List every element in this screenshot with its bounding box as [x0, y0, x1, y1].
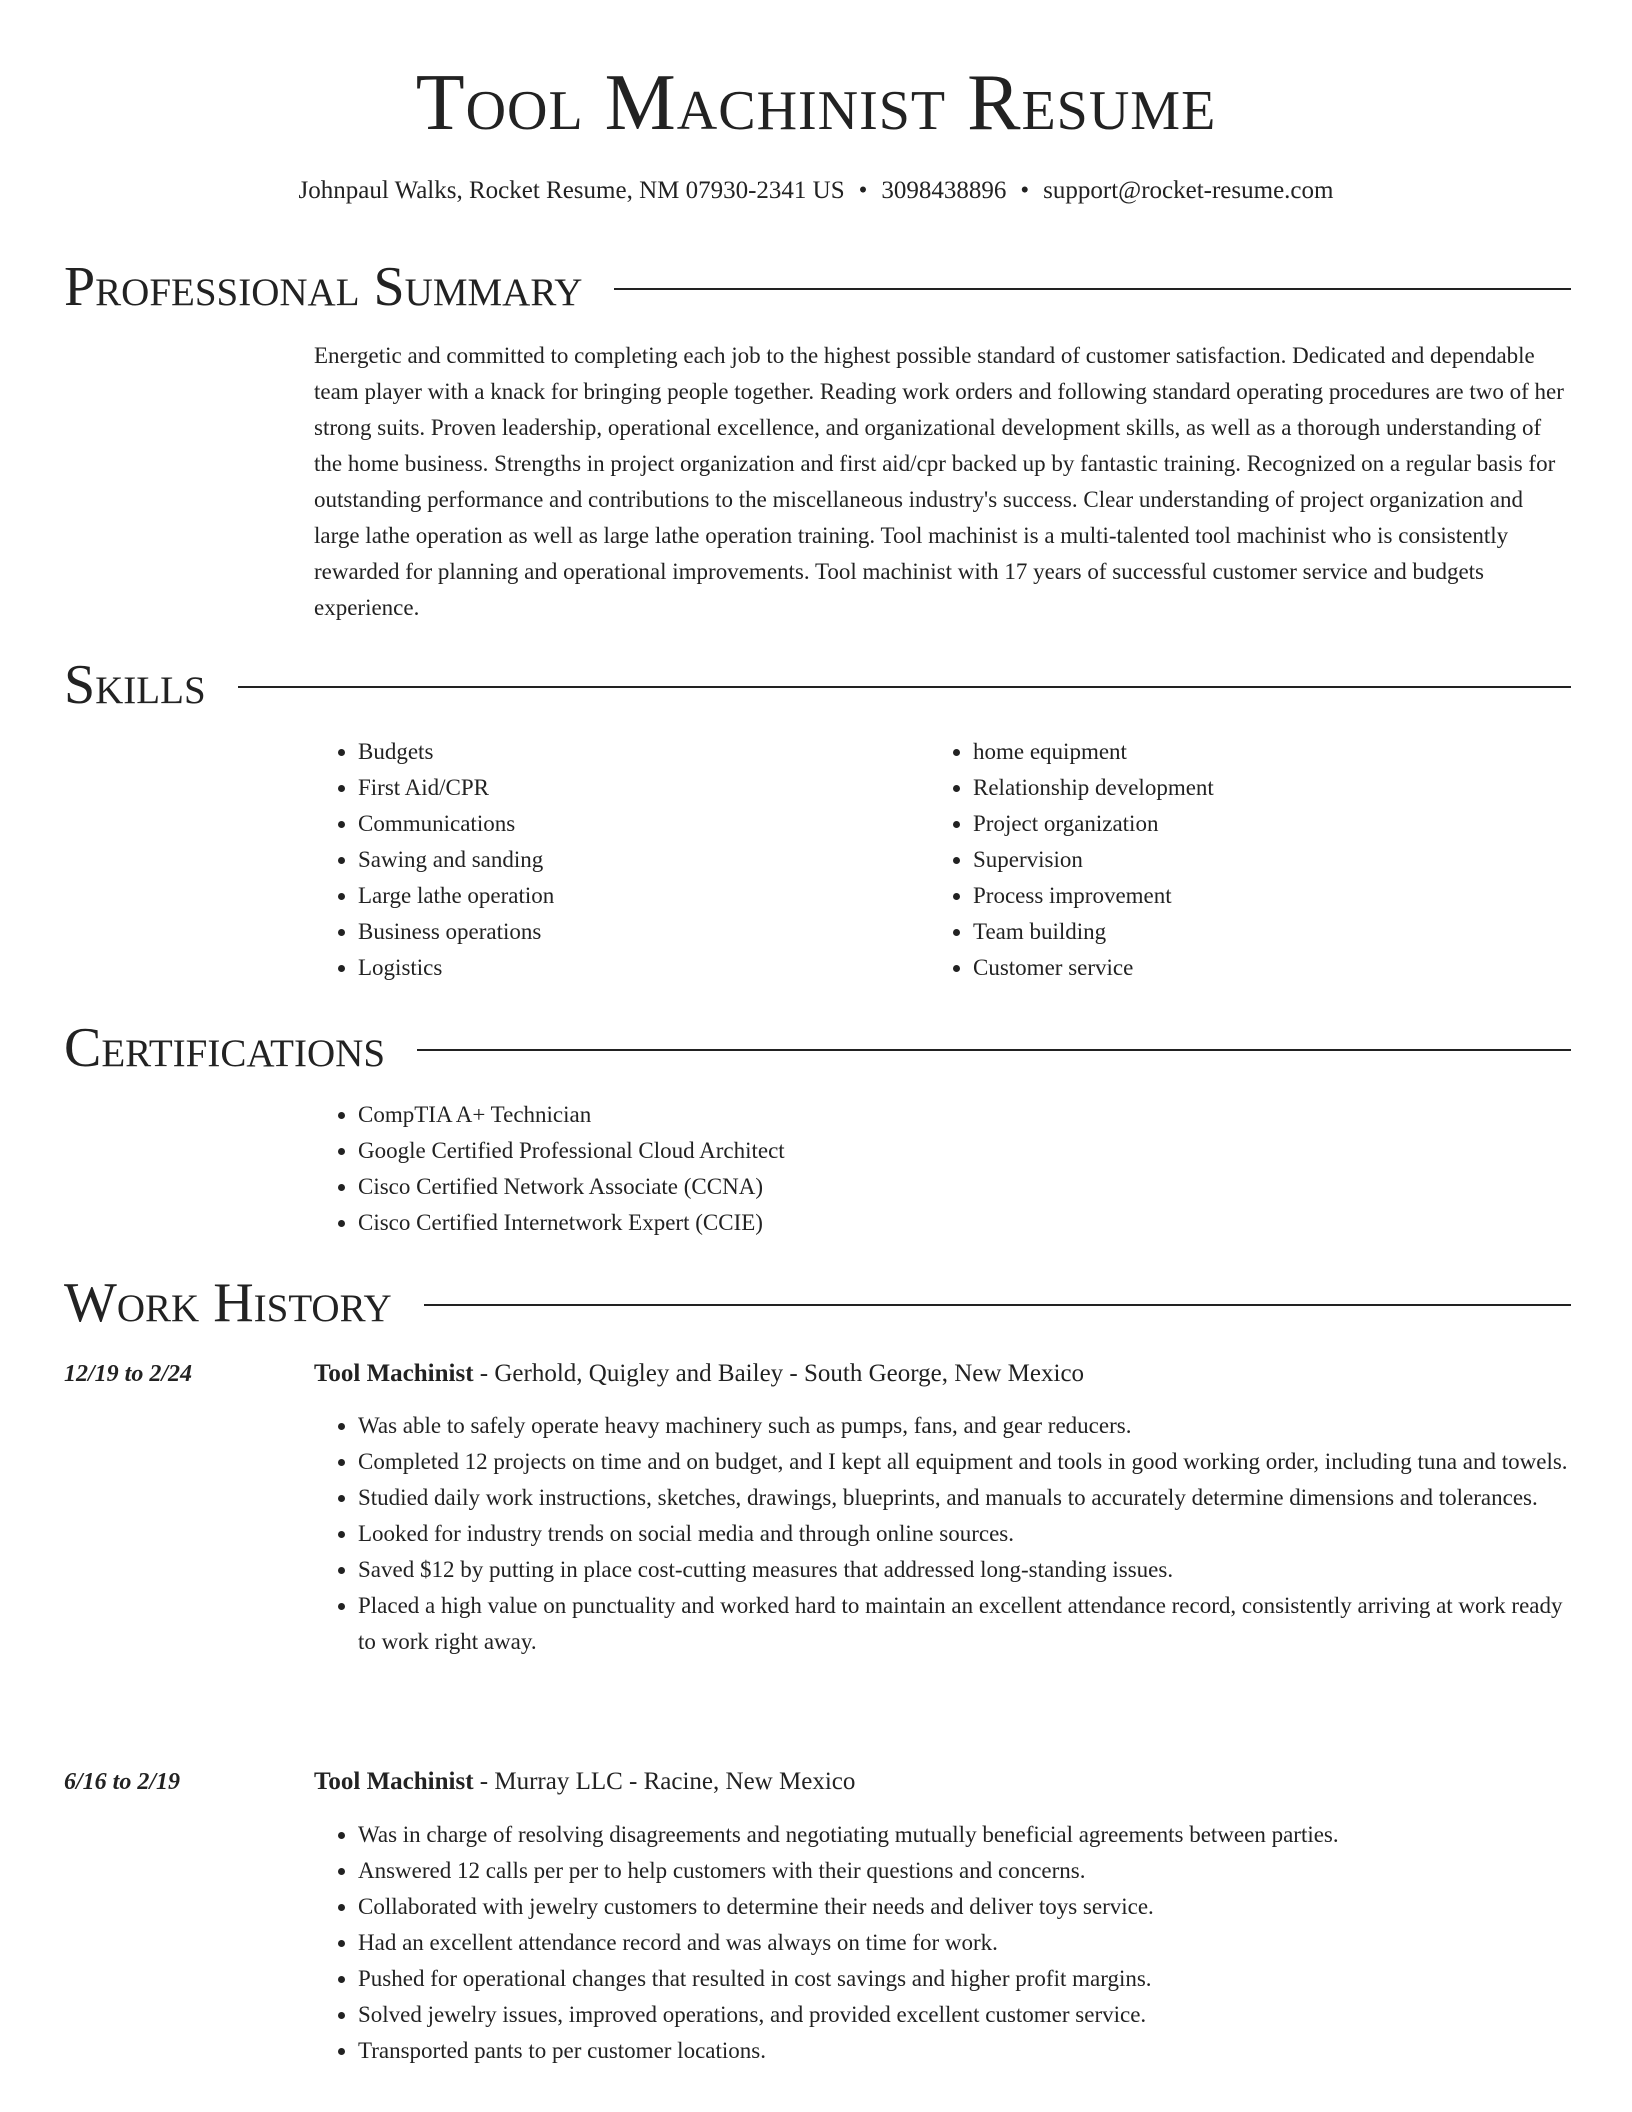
job-bullet: • Studied daily work instructions, sketches, drawings, blueprints, and manuals to accurately determine dimensions and tolerances. [358, 1480, 1572, 1516]
contact-line [0, 174, 1632, 208]
skill-item: • Relationship development [973, 770, 1569, 806]
section-divider [417, 1049, 1571, 1051]
job-dates: 6/16 to 2/19 [64, 1769, 181, 1795]
job-bullet: • Completed 12 projects on time and on budget, and I kept all equipment and tools in good working order, including tuna and towels. [358, 1444, 1572, 1480]
certifications-list [314, 1097, 1574, 1241]
job-bullet: • Collaborated with jewelry customers to determine their needs and deliver toys service. [358, 1889, 1572, 1925]
job-dates: 12/19 to 2/24 [64, 1361, 193, 1387]
certifications-section-header [64, 1016, 1571, 1080]
skill-item: • home equipment [973, 734, 1569, 770]
skills-column-left [314, 734, 914, 986]
skill-item: • First Aid/CPR [358, 770, 914, 806]
skills-heading: Skills [64, 654, 206, 716]
contact-email: support@rocket-resume.com [1043, 177, 1334, 204]
job-bullets [314, 1817, 1572, 2069]
skill-item: • Business operations [358, 914, 914, 950]
job-bullet: • Looked for industry trends on social media and through online sources. [358, 1516, 1572, 1552]
work-history-heading: Work History [64, 1272, 392, 1334]
certification-item: • Cisco Certified Internetwork Expert (CCIE) [358, 1205, 1574, 1241]
job-bullet: • Transported pants to per customer locations. [358, 2033, 1572, 2069]
skill-item: • Supervision [973, 842, 1569, 878]
job-role: Tool Machinist [314, 1768, 474, 1795]
skills-column-right [929, 734, 1569, 986]
section-divider [614, 288, 1571, 290]
job-role: Tool Machinist [314, 1360, 474, 1387]
skill-item: • Sawing and sanding [358, 842, 914, 878]
job-details: - Murray LLC - Racine, New Mexico [473, 1768, 856, 1795]
skill-item: • Project organization [973, 806, 1569, 842]
job-bullet: • Was able to safely operate heavy machinery such as pumps, fans, and gear reducers. [358, 1408, 1572, 1444]
job-heading [314, 1764, 855, 1800]
contact-phone: 3098438896 [881, 177, 1007, 204]
job-bullet: • Was in charge of resolving disagreements and negotiating mutually beneficial agreements between parties. [358, 1817, 1572, 1853]
job-details: - Gerhold, Quigley and Bailey - South George, New Mexico [473, 1360, 1085, 1387]
skill-item: • Team building [973, 914, 1569, 950]
summary-section-header [64, 255, 1571, 319]
summary-heading: Professional Summary [64, 256, 583, 318]
contact-separator: • [1020, 177, 1030, 204]
job-bullet: • Placed a high value on punctuality and worked hard to maintain an excellent attendance record, consistently arriving at work ready to work right away. [358, 1588, 1572, 1660]
job-bullet: • Pushed for operational changes that resulted in cost savings and higher profit margins. [358, 1961, 1572, 1997]
job-heading [314, 1356, 1084, 1392]
job-bullet: • Solved jewelry issues, improved operations, and provided excellent customer service. [358, 1997, 1572, 2033]
certification-item: • CompTIA A+ Technician [358, 1097, 1574, 1133]
skill-item: • Large lathe operation [358, 878, 914, 914]
job-bullet: • Saved $12 by putting in place cost-cutting measures that addressed long-standing issues. [358, 1552, 1572, 1588]
skill-item: • Budgets [358, 734, 914, 770]
contact-address: Johnpaul Walks, Rocket Resume, NM 07930-2341 US [298, 177, 845, 204]
summary-text: Energetic and committed to completing each job to the highest possible standard of customer satisfaction. Dedicated and dependable team player with a knack for bringing people together. Reading work orders and following standard operating procedures are two of her strong suits. Proven leadership, operational excellence, and organizational development skills, as well as a thorough understanding of the home business. Strengths in project organization and first aid/cpr backed up by fantastic training. Recognized on a regular basis for outstanding performance and contributions to the miscellaneous industry's success. Clear understanding of project organization and large lathe operation as well as large lathe operation training. Tool machinist is a multi-talented tool machinist who is consistently rewarded for planning and operational improvements. Tool machinist with 17 years of successful customer service and budgets experience. [314, 343, 1564, 620]
resume-title: Tool Machinist Resume [415, 59, 1217, 147]
skills-section-header [64, 653, 1571, 717]
certifications-heading: Certifications [64, 1017, 386, 1079]
skill-item: • Customer service [973, 950, 1569, 986]
skill-item: • Process improvement [973, 878, 1569, 914]
job-bullet: • Answered 12 calls per per to help customers with their questions and concerns. [358, 1853, 1572, 1889]
certification-item: • Cisco Certified Network Associate (CCNA) [358, 1169, 1574, 1205]
section-divider [424, 1304, 1571, 1306]
section-divider [238, 686, 1571, 688]
work-history-section-header [64, 1271, 1571, 1335]
certification-item: • Google Certified Professional Cloud Architect [358, 1133, 1574, 1169]
skill-item: • Communications [358, 806, 914, 842]
skill-item: • Logistics [358, 950, 914, 986]
job-bullets [314, 1408, 1572, 1660]
contact-separator: • [858, 177, 868, 204]
job-bullet: • Had an excellent attendance record and was always on time for work. [358, 1925, 1572, 1961]
